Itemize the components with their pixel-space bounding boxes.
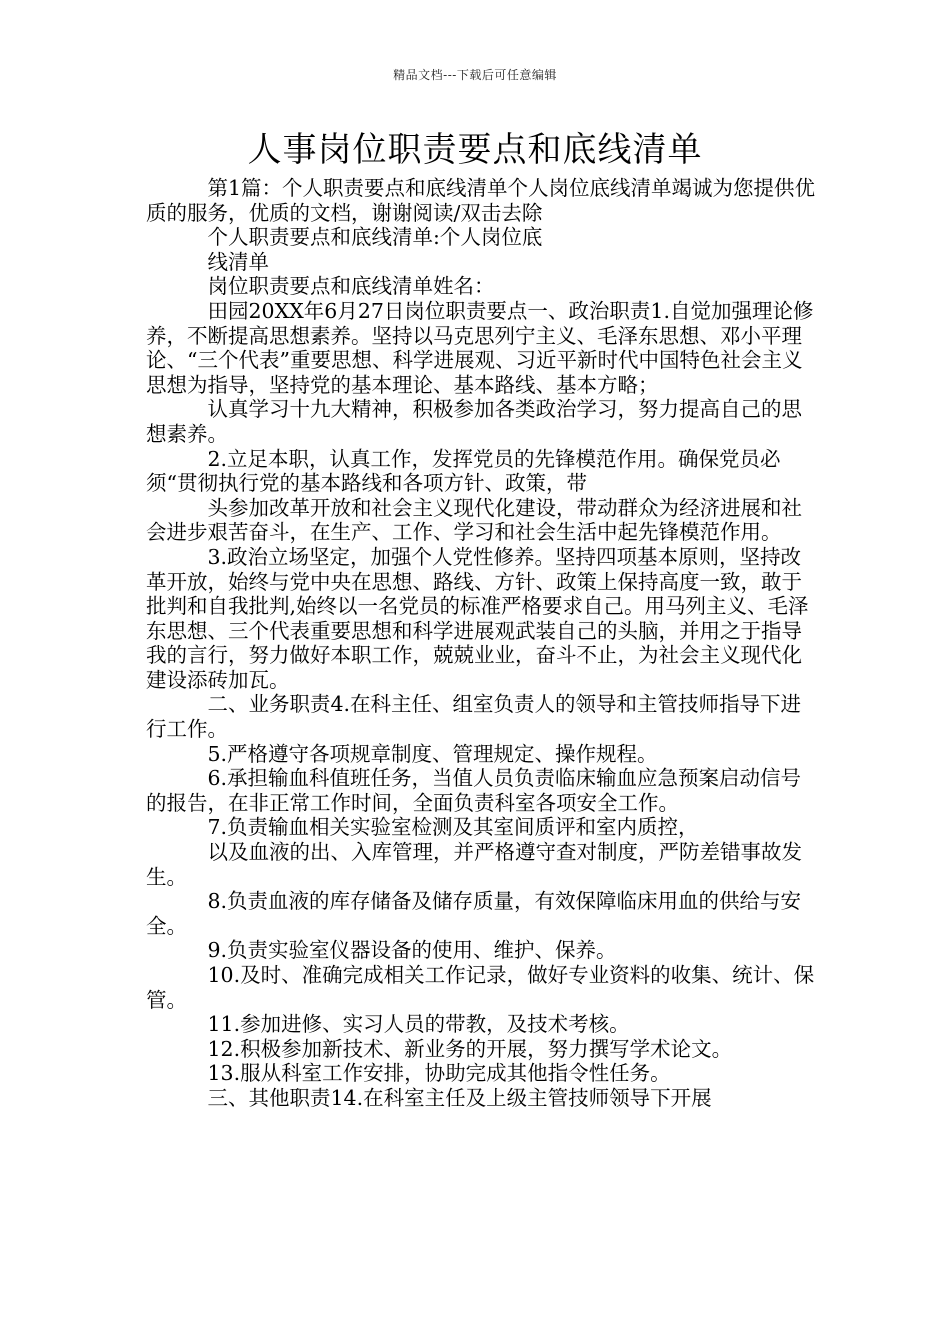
document-body	[146, 176, 821, 1111]
paragraph: 第1篇：个人职责要点和底线清单个人岗位底线清单竭诚为您提供优质的服务，优质的文档，谢谢阅读/双击去除	[146, 176, 816, 225]
paragraph: 10.及时、准确完成相关工作记录，做好专业资料的收集、统计、保管。	[146, 963, 815, 1012]
paragraph: 以及血液的出、入库管理，并严格遵守查对制度，严防差错事故发生。	[146, 840, 802, 889]
paragraph: 5.严格遵守各项规章制度、管理规定、操作规程。	[207, 741, 658, 766]
paragraph: 田园20XX年6月27日岗位职责要点一、政治职责1.自觉加强理论修养，不断提高思想素养。坚持以马克思列宁主义、毛泽东思想、邓小平理论、“三个代表”重要思想、科学进展观、习近平新时代中国特色社会主义思想为指导，坚持党的基本理论、基本路线、基本方略；	[146, 298, 814, 397]
document-title: 人事岗位职责要点和底线清单	[247, 130, 703, 170]
paragraph: 13.服从科室工作安排，协助完成其他指令性任务。	[207, 1061, 671, 1086]
paragraph: 12.积极参加新技术、新业务的开展，努力撰写学术论文。	[207, 1036, 733, 1061]
paragraph: 岗位职责要点和底线清单姓名：	[207, 274, 495, 299]
paragraph: 二、业务职责4.在科主任、组室负责人的领导和主管技师指导下进行工作。	[146, 692, 802, 742]
paragraph: 认真学习十九大精神，积极参加各类政治学习，努力提高自己的思想素养。	[146, 397, 802, 446]
paragraph: 线清单	[207, 249, 269, 274]
paragraph: 三、其他职责14.在科室主任及上级主管技师领导下开展	[207, 1085, 712, 1110]
paragraph: 11.参加进修、实习人员的带教，及技术考核。	[207, 1012, 630, 1037]
paragraph: 7.负责输血相关实验室检测及其室间质评和室内质控，	[207, 815, 699, 840]
paragraph: 2.立足本职，认真工作，发挥党员的先锋模范作用。确保党员必须“贯彻执行党的基本路线和各项方针、政策，带	[146, 446, 781, 496]
paragraph: 个人职责要点和底线清单:个人岗位底	[207, 225, 543, 250]
paragraph: 头参加改革开放和社会主义现代化建设，带动群众为经济进展和社会进步艰苦奋斗，在生产、工作、学习和社会生活中起先锋模范作用。	[146, 495, 802, 545]
paragraph: 6.承担输血科值班任务，当值人员负责临床输血应急预案启动信号的报告，在非正常工作时间，全面负责科室各项安全工作。	[146, 766, 802, 815]
paragraph: 3.政治立场坚定，加强个人党性修养。坚持四项基本原则，坚持改革开放，始终与党中央在思想、路线、方针、政策上保持高度一致，敢于批判和自我批判,始终以一名党员的标准严格要求自己。用马列主义、毛泽东思想、三个代表重要思想和科学进展观武装自己的头脑，并用之于指导我的言行，努力做好本职工作，兢兢业业，奋斗不止，为社会主义现代化建设添砖加瓦。	[146, 544, 809, 692]
page-header: 精品文档---下载后可任意编辑	[393, 68, 557, 82]
paragraph: 8.负责血液的库存储备及储存质量，有效保障临床用血的供给与安全。	[146, 889, 802, 938]
paragraph: 9.负责实验室仪器设备的使用、维护、保养。	[207, 938, 617, 963]
